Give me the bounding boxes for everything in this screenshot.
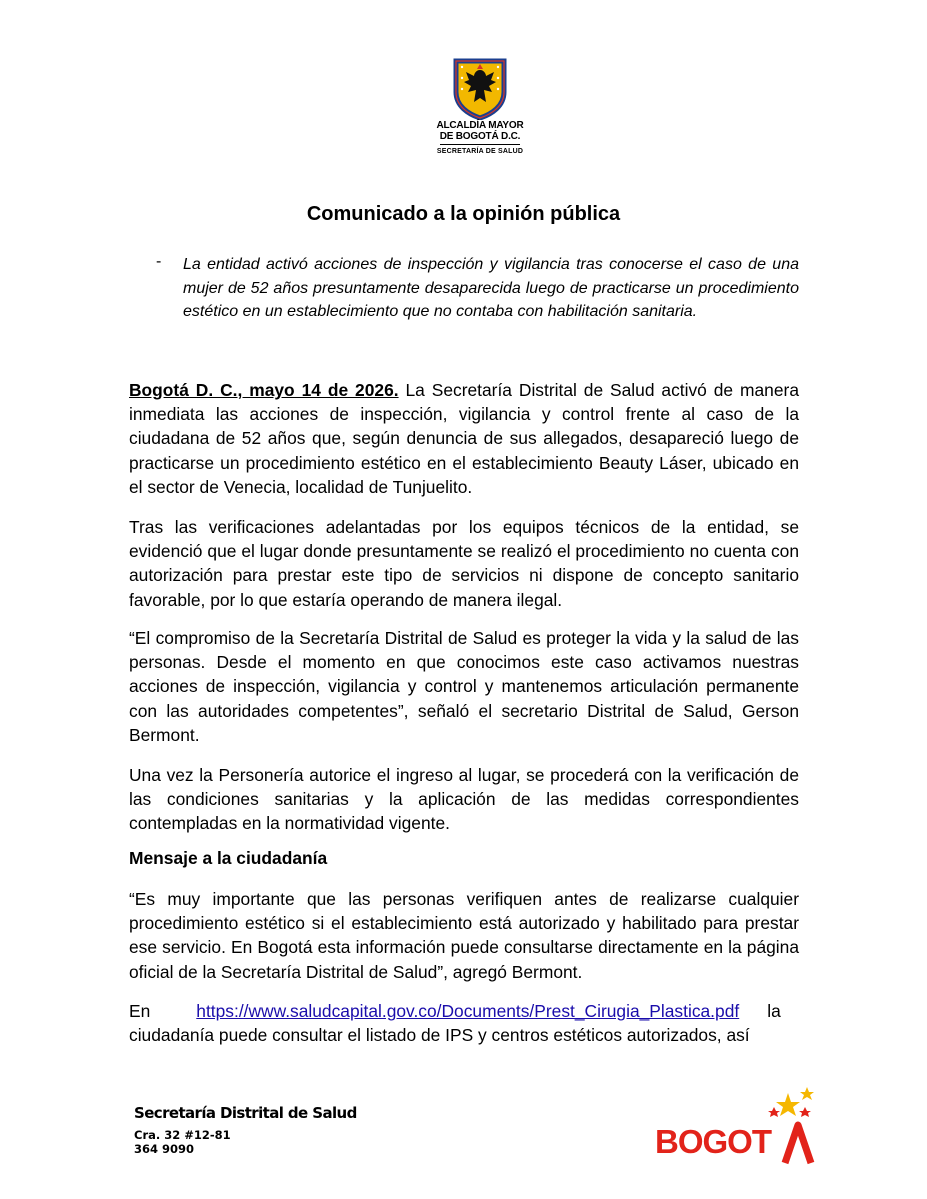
bullet-dash: - — [156, 253, 162, 270]
dateline: Bogotá D. C., mayo 14 de 2026. — [129, 380, 399, 400]
paragraph-2: Tras las verificaciones adelantadas por los equipos técnicos de la entidad, se evidenció que el lugar donde presuntamente se realizó el procedimiento no cuenta con autorización para prestar este tipo de servicios ni dispone de concepto sanitario favorable, por lo que estaría operando de manera ilegal. — [129, 517, 799, 610]
document-title: Comunicado a la opinión pública — [306, 203, 621, 225]
paragraph-3: “El compromiso de la Secretaría Distrital de Salud es proteger la vida y la salud de las personas. Desde el momento en que conocimos este caso activamos nuestras acciones de inspección, vigilancia y control y mantenemos articulación permanente con las autoridades competentes”, señaló el secretario Distrital de Salud, Gerson Bermont. — [129, 628, 799, 745]
footer-address: Cra. 32 #12-81 — [134, 1128, 231, 1142]
bullet-text: La entidad activó acciones de inspección y vigilancia tras conocerse el caso de una mujer de 52 años presuntamente desaparecida luego de practicarse un procedimiento estético en un establecimiento que no contaba con habilitación sanitaria. — [183, 256, 799, 320]
paragraph-4: Una vez la Personería autorice el ingreso al lugar, se procederá con la verificación de las condiciones sanitarias y la aplicación de las medidas correspondientes contempladas en la normatividad vigente. — [129, 765, 799, 834]
footer-phone: 364 9090 — [134, 1142, 195, 1156]
footer-org-name: Secretaría Distrital de Salud — [134, 1104, 357, 1122]
bogota-logo — [655, 1085, 820, 1170]
alcaldia-logo — [430, 58, 530, 156]
paragraph-6-text: la ciudadanía puede consultar el listado de IPS y centros estéticos autorizados, así — [129, 1001, 781, 1046]
paragraph-1 — [129, 378, 799, 499]
paragraph-5: “Es muy importante que las personas verifiquen antes de realizarse cualquier procedimiento estético si el establecimiento está autorizado y habilitado para prestar ese servicio. En Bogotá esta información puede consultarse directamente en la página oficial de la Secretaría Distrital de Salud”, agregó Bermont. — [129, 889, 799, 982]
coat-of-arms-icon — [452, 58, 508, 120]
logo-divider — [440, 144, 520, 145]
logo-line-bogota: DE BOGOTÁ D.C. — [439, 131, 521, 142]
cirugia-plastica-link[interactable]: https://www.saludcapital.gov.co/Documents/Prest_Cirugia_Plastica.pdf — [196, 1001, 740, 1021]
bogota-star-a-icon — [655, 1085, 820, 1170]
summary-bullet — [156, 253, 799, 324]
paragraph-1-text: La Secretaría Distrital de Salud activó de manera inmediata las acciones de inspección, vigilancia y control frente al caso de la ciudadana de 52 años que, según denuncia de sus allegados, desapareció luego de practicarse un procedimiento estético en el establecimiento Beauty Láser, ubicado en el sector de Venecia, localidad de Tunjuelito. — [129, 380, 799, 497]
bogota-wordmark: BOGOT — [655, 1123, 771, 1160]
footer-contact — [134, 1104, 357, 1156]
paragraph-6-start: En — [129, 1001, 151, 1021]
logo-line-alcaldia: ALCALDÍA MAYOR — [436, 120, 524, 131]
paragraph-6 — [129, 999, 799, 1047]
logo-line-secretaria: SECRETARÍA DE SALUD — [436, 148, 524, 155]
subheading: Mensaje a la ciudadanía — [129, 848, 328, 868]
